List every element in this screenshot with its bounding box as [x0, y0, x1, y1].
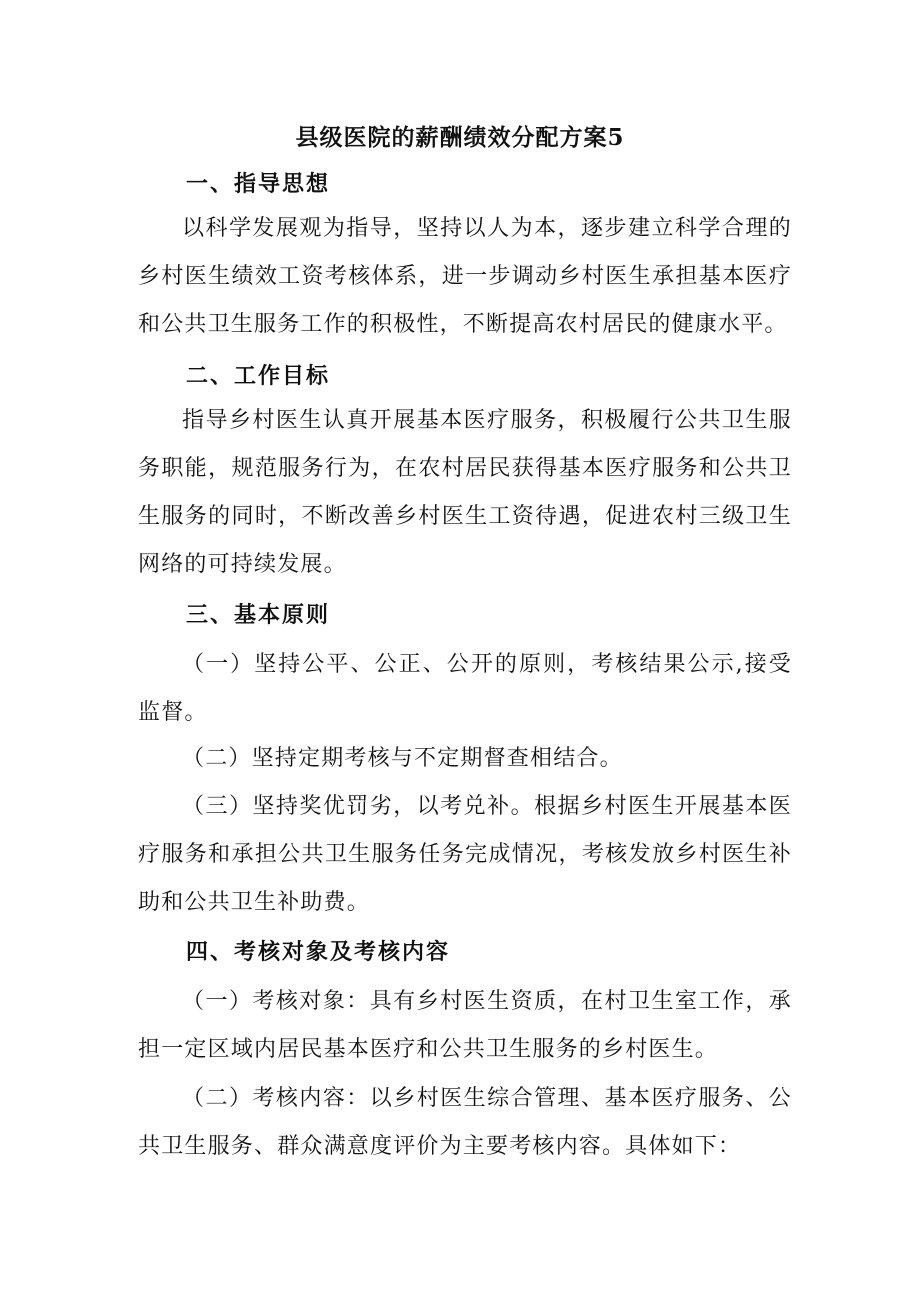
document-title: 县级医院的薪酬绩效分配方案5: [295, 124, 625, 151]
paragraph-principle-2: （二）坚持定期考核与不定期督查相结合。: [182, 746, 623, 771]
section-heading-guiding-ideology: 一、指导思想: [186, 171, 331, 197]
paragraph-principle-1: （一）坚持公平、公正、公开的原则，考核结果公示,接受监督。: [138, 652, 792, 725]
paragraph-guiding-ideology: 以科学发展观为指导，坚持以人为本，逐步建立科学合理的乡村医生绩效工资考核体系，进一步调动乡村医生承担基本医疗和公共卫生服务工作的积极性，不断提高农村居民的健康水平。: [138, 216, 792, 337]
section-heading-basic-principles: 三、基本原则: [186, 602, 331, 628]
paragraph-assessment-target: （一）考核对象：具有乡村医生资质，在村卫生室工作，承担一定区域内居民基本医疗和公共卫生服务的乡村医生。: [138, 989, 792, 1062]
section-heading-work-goals: 二、工作目标: [186, 363, 331, 389]
section-heading-assessment: 四、考核对象及考核内容: [186, 939, 451, 965]
paragraph-principle-3: （三）坚持奖优罚劣，以考兑补。根据乡村医生开展基本医疗服务和承担公共卫生服务任务完成情况，考核发放乡村医生补助和公共卫生补助费。: [138, 794, 792, 915]
paragraph-assessment-content: （二）考核内容：以乡村医生综合管理、基本医疗服务、公共卫生服务、群众满意度评价为主要考核内容。具体如下：: [138, 1086, 792, 1159]
paragraph-work-goals: 指导乡村医生认真开展基本医疗服务，积极履行公共卫生服务职能，规范服务行为，在农村居民获得基本医疗服务和公共卫生服务的同时，不断改善乡村医生工资待遇，促进农村三级卫生网络的可持续发展。: [138, 408, 792, 577]
